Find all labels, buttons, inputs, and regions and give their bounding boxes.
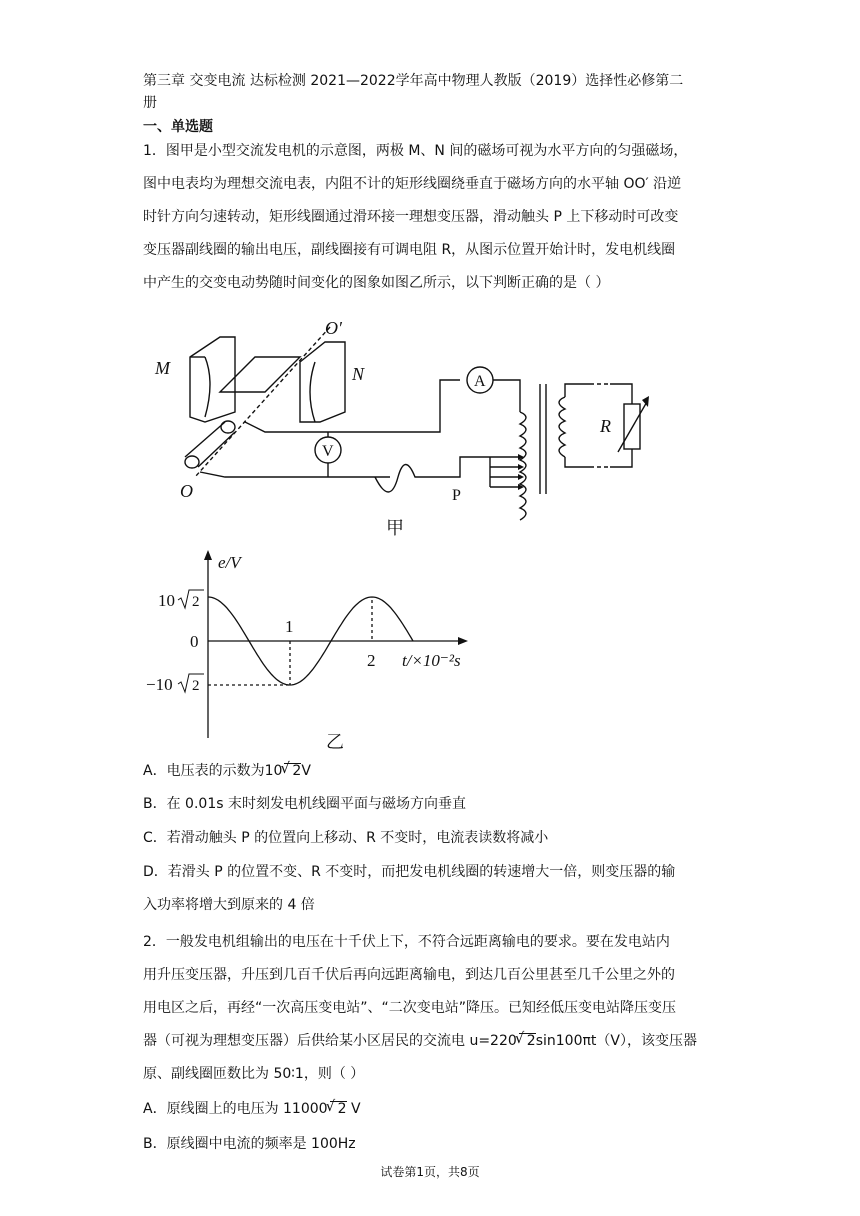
title-line-1: 第三章 交变电流 达标检测 2021—2022学年高中物理人教版（2019）选择性必修第二 — [143, 73, 684, 89]
option-a-text: A．原线圈上的电压为 11000 — [143, 1101, 328, 1117]
figure-caption-yi: 乙 — [326, 732, 344, 752]
resistor-arrow — [618, 400, 648, 452]
y-axis-label: e/V — [218, 553, 241, 572]
q1-line: 变压器副线圈的输出电压，副线圈接有可调电阻 R，从图示位置开始计时，发电机线圈 — [143, 242, 676, 258]
wire-upper — [245, 380, 460, 432]
secondary-wire-top — [565, 384, 590, 397]
q2-line: 原、副线圈匝数比为 50∶1，则（ ） — [143, 1066, 365, 1082]
title-line-2: 册 — [143, 95, 157, 111]
magnet-m-face — [205, 357, 210, 417]
magnet-n-shape — [300, 342, 345, 422]
slip-ring-2 — [185, 456, 199, 468]
y-tick-pos-rad: 2 — [192, 594, 200, 610]
q2-line: 用升压变压器，升压到几百千伏后再向远距离输电，到达几百公里甚至几千公里之外的 — [143, 967, 675, 983]
radical: √ 2 — [330, 1101, 347, 1116]
q1-option-b[interactable]: B．在 0.01s 末时刻发电机线圈平面与磁场方向垂直 — [143, 796, 466, 812]
radical: √ 2 — [519, 1033, 536, 1048]
label-n: N — [352, 364, 365, 384]
option-a-unit: V — [346, 1101, 361, 1117]
label-r: R — [600, 416, 611, 436]
x-arrow — [458, 637, 468, 645]
y-tick-zero: 0 — [190, 632, 199, 651]
q2-line: 用电区之后，再经“一次高压变电站”、“二次变电站”降压。已知经低压变电站降压变压 — [143, 1000, 677, 1016]
option-a-unit: V — [301, 763, 311, 779]
magnet-m-shape — [190, 337, 235, 422]
wire-loop-to-p — [375, 457, 490, 492]
label-m: M — [155, 358, 170, 378]
q2-line: 2．一般发电机组输出的电压在十千伏上下，不符合远距离输电的要求。要在发电站内 — [143, 934, 670, 950]
figure-emf-graph — [140, 548, 480, 753]
wire-to-primary — [493, 380, 520, 412]
y-tick-neg-rad: 2 — [192, 678, 200, 694]
q1-line: 时针方向匀速转动，矩形线圈通过滑环接一理想变压器，滑动触头 P 上下移动时可改变 — [143, 209, 679, 225]
slider-arrowheads — [518, 396, 649, 490]
x-tick-1: 1 — [285, 617, 294, 636]
q1-line: 图中电表均为理想交流电表，内阻不计的矩形线圈绕垂直于磁场方向的水平轴 OO′ 沿逆 — [143, 176, 682, 192]
figure-caption-jia: 甲 — [386, 518, 404, 538]
wire-from-resistor — [610, 449, 632, 467]
q1-line: 1．图甲是小型交流发电机的示意图，两极 M、N 间的磁场可视为水平方向的匀强磁场， — [143, 143, 688, 159]
document-title — [143, 70, 718, 114]
label-p: P — [452, 487, 461, 504]
magnet-n-face — [310, 362, 315, 422]
y-tick-neg: −10 — [146, 675, 173, 694]
secondary-coil — [559, 397, 565, 457]
ammeter-label: A — [474, 373, 486, 390]
y-arrow — [204, 550, 212, 560]
q1-option-d-line2[interactable]: 入功率将增大到原来的 4 倍 — [143, 897, 315, 913]
page-footer: 试卷第1页，共8页 — [380, 1165, 480, 1179]
section-heading: 一、单选题 — [143, 119, 213, 135]
y-tick-pos: 10 — [158, 591, 175, 610]
question-1-stem — [143, 135, 720, 300]
voltmeter-label: V — [322, 443, 334, 460]
option-a-text: A．电压表的示数为10 — [143, 763, 283, 779]
q1-option-a[interactable] — [143, 760, 311, 780]
figure-generator-circuit — [140, 312, 680, 542]
label-o: O — [180, 481, 193, 501]
q1-option-d-line1[interactable]: D．若滑头 P 的位置不变、R 不变时，而把发电机线圈的转速增大一倍，则变压器的输 — [143, 864, 676, 880]
wire-lower — [200, 472, 390, 477]
q1-line: 中产生的交变电动势随时间变化的图象如图乙所示，以下判断正确的是（ ） — [143, 275, 610, 291]
q2-line: 器（可视为理想变压器）后供给某小区居民的交流电 u=220√ 2sin100πt（V），该变压器 — [143, 1025, 720, 1058]
radical: √ 2 — [284, 763, 301, 778]
q2-option-b[interactable]: B．原线圈中电流的频率是 100Hz — [143, 1136, 356, 1152]
wire-to-resistor — [610, 384, 632, 404]
question-2-stem — [143, 926, 720, 1091]
secondary-wire-bottom — [565, 457, 590, 467]
q1-option-c[interactable]: C．若滑动触头 P 的位置向上移动、R 不变时，电流表读数将减小 — [143, 830, 549, 846]
label-o-prime: O′ — [325, 318, 342, 338]
axis-oo-dashed — [195, 327, 330, 477]
q2-option-a[interactable] — [143, 1098, 361, 1118]
x-axis-label: t/×10⁻²s — [402, 651, 461, 670]
x-tick-2: 2 — [367, 651, 376, 670]
